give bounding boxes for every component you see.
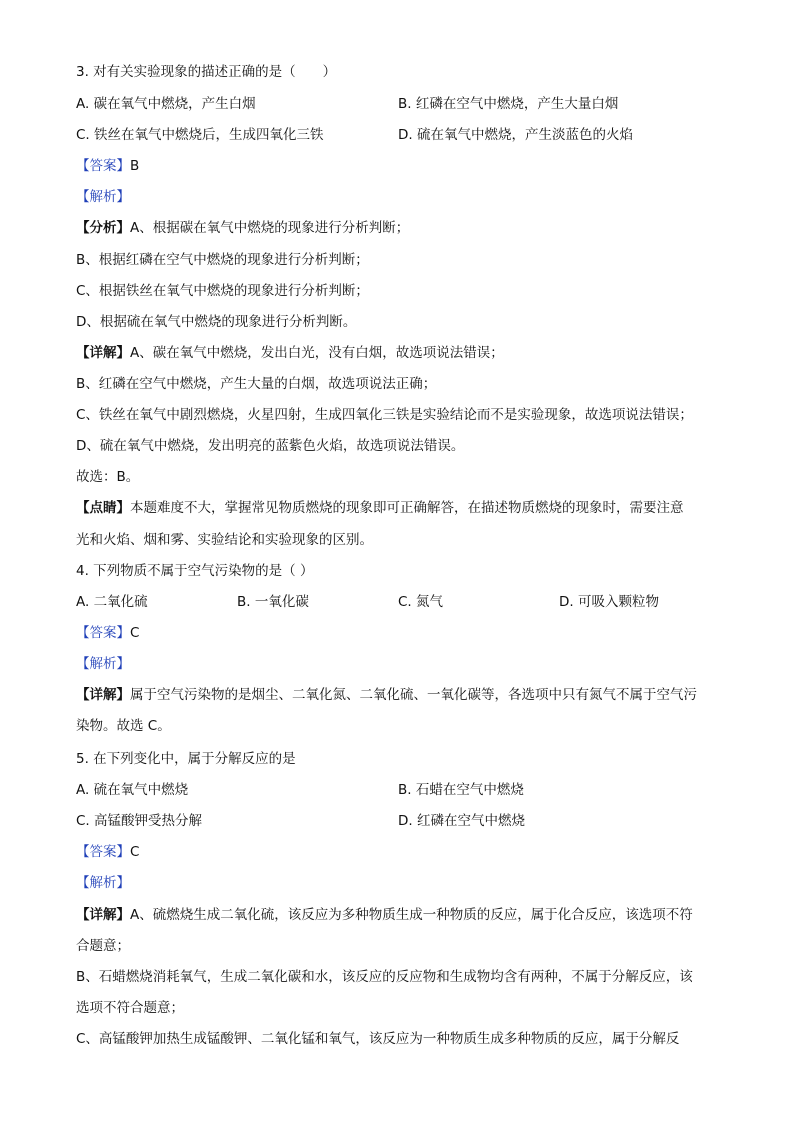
q5-detail-5: C、高锰酸钾加热生成锰酸钾、二氧化锰和氧气，该反应为一种物质生成多种物质的反应，属于分解反 bbox=[76, 1031, 680, 1047]
detail-text: A、碳在氧气中燃烧，发出白光，没有白烟，故选项说法错误； bbox=[130, 345, 504, 361]
detail-text: A、硫燃烧生成二氧化硫，该反应为多种物质生成一种物质的反应，属于化合反应，该选项不符 bbox=[130, 907, 693, 923]
q3-fenxi-4: D、根据硫在氧气中燃烧的现象进行分析判断。 bbox=[76, 314, 357, 330]
q3-option-c: C. 铁丝在氧气中燃烧后，生成四氧化三铁 bbox=[76, 127, 324, 143]
detail-tag: 【详解】 bbox=[76, 345, 130, 361]
q4-option-b: B. 一氧化碳 bbox=[237, 594, 309, 610]
q5-detail-2: 合题意； bbox=[76, 938, 130, 954]
q4-answer bbox=[76, 623, 139, 643]
q4-stem: 4. 下列物质不属于空气污染物的是（ ） bbox=[76, 563, 314, 579]
dianjing-tag: 【点睛】 bbox=[76, 500, 130, 516]
q3-analysis-tag: 【解析】 bbox=[76, 189, 130, 205]
q4-option-a: A. 二氧化硫 bbox=[76, 594, 148, 610]
q4-option-c: C. 氮气 bbox=[398, 594, 444, 610]
q3-detail-2: B、红磷在空气中燃烧，产生大量的白烟，故选项说法正确； bbox=[76, 376, 437, 392]
q5-option-d: D. 红磷在空气中燃烧 bbox=[398, 813, 525, 829]
detail-tag: 【详解】 bbox=[76, 687, 130, 703]
q3-detail-3: C、铁丝在氧气中剧烈燃烧，火星四射，生成四氧化三铁是实验结论而不是实验现象，故选项说法错误； bbox=[76, 407, 693, 423]
q4-option-d: D. 可吸入颗粒物 bbox=[559, 594, 659, 610]
answer-value: C bbox=[130, 844, 140, 860]
q3-option-d: D. 硫在氧气中燃烧，产生淡蓝色的火焰 bbox=[398, 127, 633, 143]
answer-tag: 【答案】 bbox=[76, 844, 130, 860]
q3-answer bbox=[76, 156, 139, 176]
answer-value: C bbox=[130, 625, 140, 641]
q3-choice: 故选：B。 bbox=[76, 469, 140, 485]
q3-fenxi-3: C、根据铁丝在氧气中燃烧的现象进行分析判断； bbox=[76, 283, 369, 299]
detail-tag: 【详解】 bbox=[76, 907, 130, 923]
q5-option-b: B. 石蜡在空气中燃烧 bbox=[398, 782, 524, 798]
dianjing-text: 本题难度不大，掌握常见物质燃烧的现象即可正确解答，在描述物质燃烧的现象时，需要注意 bbox=[130, 500, 684, 516]
q3-option-b: B. 红磷在空气中燃烧，产生大量白烟 bbox=[398, 96, 619, 112]
q3-detail-1 bbox=[76, 343, 504, 363]
q5-detail-1 bbox=[76, 905, 693, 925]
q5-analysis-tag: 【解析】 bbox=[76, 875, 130, 891]
q3-detail-4: D、硫在氧气中燃烧，发出明亮的蓝紫色火焰，故选项说法错误。 bbox=[76, 438, 465, 454]
q5-detail-4: 选项不符合题意； bbox=[76, 1000, 184, 1016]
q4-analysis-tag: 【解析】 bbox=[76, 656, 130, 672]
fenxi-text: A、根据碳在氧气中燃烧的现象进行分析判断； bbox=[130, 220, 410, 236]
answer-tag: 【答案】 bbox=[76, 158, 130, 174]
answer-value: B bbox=[130, 158, 140, 174]
q5-detail-3: B、石蜡燃烧消耗氧气，生成二氧化碳和水，该反应的反应物和生成物均含有两种，不属于分解反应，该 bbox=[76, 969, 693, 985]
q3-option-a: A. 碳在氧气中燃烧，产生白烟 bbox=[76, 96, 256, 112]
q4-detail-2: 染物。故选 C。 bbox=[76, 718, 171, 734]
detail-text: 属于空气污染物的是烟尘、二氧化氮、二氧化硫、一氧化碳等，各选项中只有氮气不属于空气污 bbox=[130, 687, 697, 703]
q3-dianjing-2: 光和火焰、烟和雾、实验结论和实验现象的区别。 bbox=[76, 532, 373, 548]
q4-detail-1 bbox=[76, 685, 697, 705]
fenxi-tag: 【分析】 bbox=[76, 220, 130, 236]
q5-option-a: A. 硫在氧气中燃烧 bbox=[76, 782, 189, 798]
q5-stem: 5. 在下列变化中，属于分解反应的是 bbox=[76, 751, 296, 767]
q3-fenxi-2: B、根据红磷在空气中燃烧的现象进行分析判断； bbox=[76, 252, 369, 268]
answer-tag: 【答案】 bbox=[76, 625, 130, 641]
q3-stem: 3. 对有关实验现象的描述正确的是（ ） bbox=[76, 64, 337, 80]
q5-option-c: C. 高锰酸钾受热分解 bbox=[76, 813, 203, 829]
q3-fenxi-1 bbox=[76, 218, 409, 238]
q5-answer bbox=[76, 842, 139, 862]
q3-dianjing-1 bbox=[76, 498, 684, 518]
